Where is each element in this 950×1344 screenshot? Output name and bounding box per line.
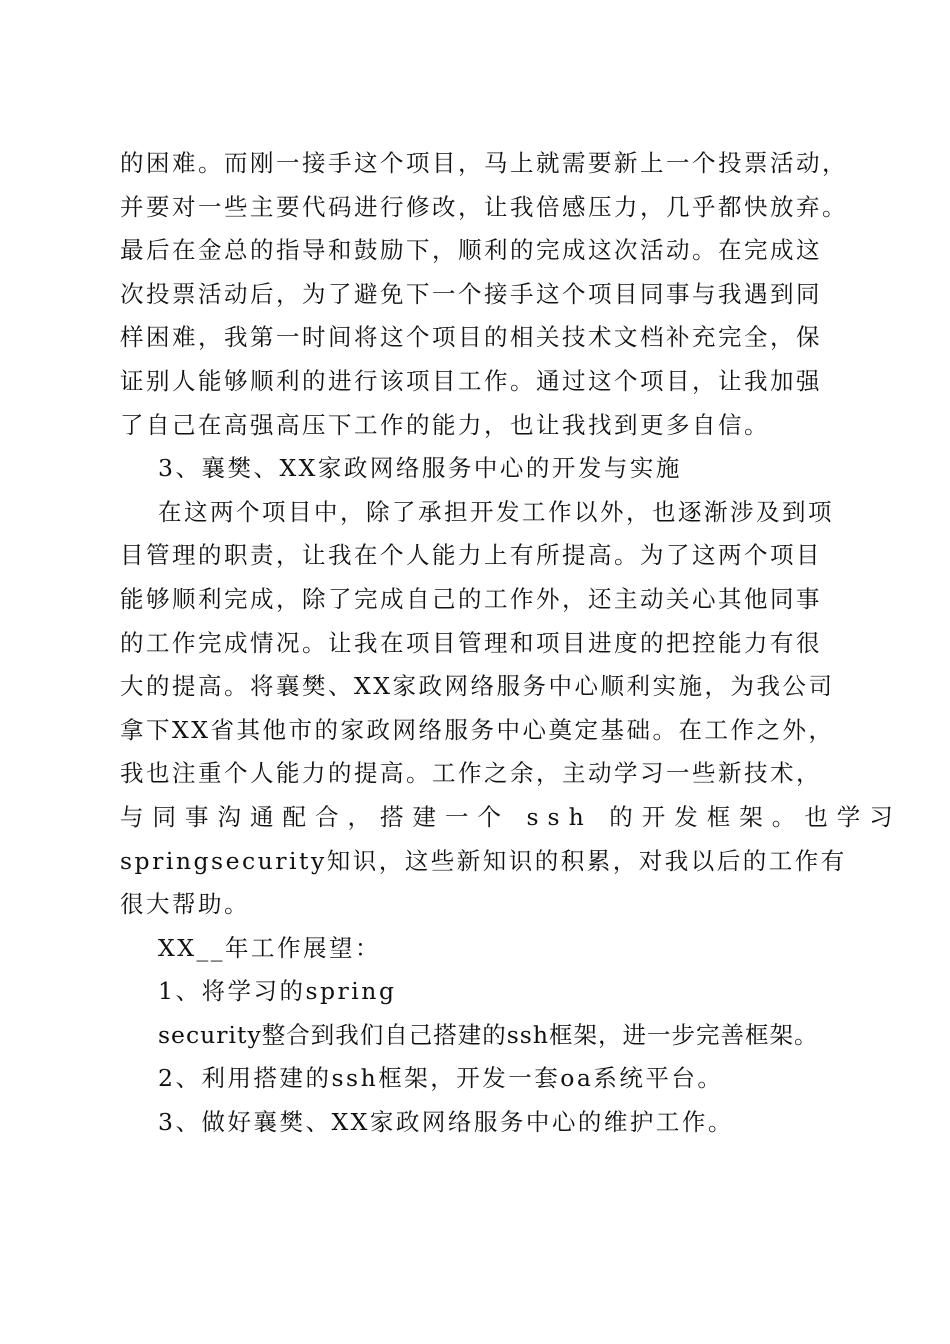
paragraph-line: 很大帮助。 xyxy=(120,890,250,919)
paragraph-line: 的困难。而刚一接手这个项目，马上就需要新上一个投票活动， xyxy=(120,149,848,177)
paragraph-line: 并要对一些主要代码进行修改，让我倍感压力，几乎都快放弃。 xyxy=(120,192,848,221)
paragraph-line: 的工作完成情况。让我在项目管理和项目进度的把控能力有很 xyxy=(120,628,822,657)
paragraph-line: springsecurity知识，这些新知识的积累，对我以后的工作有 xyxy=(120,846,847,875)
paragraph-line: 拿下XX省其他市的家政网络服务中心奠定基础。在工作之外， xyxy=(120,715,835,744)
paragraph-line: 最后在金总的指导和鼓励下，顺利的完成这次活动。在完成这 xyxy=(120,236,822,265)
list-item-continuation: security整合到我们自己搭建的ssh框架，进一步完善框架。 xyxy=(158,1020,819,1049)
paragraph-line: 了自己在高强高压下工作的能力，也让我找到更多自信。 xyxy=(120,410,770,439)
paragraph-line: 样困难，我第一时间将这个项目的相关技术文档补充完全，保 xyxy=(120,323,822,352)
paragraph-line: 目管理的职责，让我在个人能力上有所提高。为了这两个项目 xyxy=(120,541,822,570)
paragraph-line: 证别人能够顺利的进行该项目工作。通过这个项目，让我加强 xyxy=(120,366,822,395)
paragraph-line: 大的提高。将襄樊、XX家政网络服务中心顺利实施，为我公司 xyxy=(120,672,835,701)
document-body xyxy=(120,142,902,1145)
paragraph-line: 在这两个项目中，除了承担开发工作以外，也逐渐涉及到项 xyxy=(158,497,834,526)
list-item: 3、做好襄樊、XX家政网络服务中心的维护工作。 xyxy=(158,1108,734,1137)
paragraph-line: 与同事沟通配合，搭建一个 ssh 的开发框架。也学习 xyxy=(120,802,902,831)
section-heading: 3、襄樊、XX家政网络服务中心的开发与实施 xyxy=(158,454,682,483)
paragraph-line: 次投票活动后，为了避免下一个接手这个项目同事与我遇到同 xyxy=(120,279,822,308)
section-heading: XX__年工作展望： xyxy=(158,933,381,962)
list-item: 1、将学习的spring xyxy=(158,977,397,1006)
list-item: 2、利用搭建的ssh框架，开发一套oa系统平台。 xyxy=(158,1064,724,1093)
paragraph-line: 能够顺利完成，除了完成自己的工作外，还主动关心其他同事 xyxy=(120,584,822,613)
paragraph-line: 我也注重个人能力的提高。工作之余，主动学习一些新技术， xyxy=(120,759,822,788)
